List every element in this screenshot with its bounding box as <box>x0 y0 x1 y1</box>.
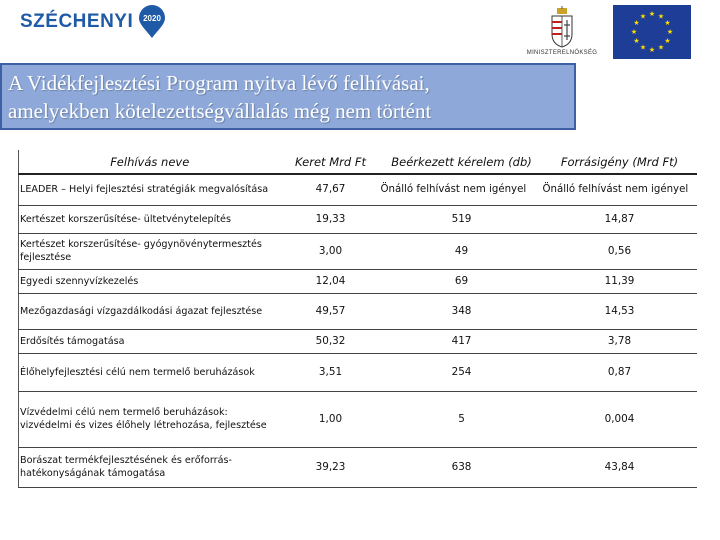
budget-cell: 19,33 <box>281 205 381 233</box>
ministry-logo <box>522 6 602 62</box>
call-name-cell: Kertészet korszerűsítése- ültetvénytelepítés <box>19 205 281 233</box>
applications-cell: 49 <box>381 233 543 269</box>
funding-demand-cell: 14,87 <box>543 205 697 233</box>
budget-cell: 3,00 <box>281 233 381 269</box>
svg-text:★: ★ <box>664 37 671 45</box>
applications-cell: 638 <box>381 447 543 487</box>
funding-demand-cell: Önálló felhívást nem igényel <box>543 174 697 205</box>
call-name-cell: Borászat termékfejlesztésének és erőforrás-hatékonyságának támogatása <box>19 447 281 487</box>
column-header-budget: Keret Mrd Ft <box>281 150 381 174</box>
call-name-cell: Élőhelyfejlesztési célú nem termelő beruházások <box>19 353 281 391</box>
applications-cell: 69 <box>381 269 543 293</box>
svg-text:★: ★ <box>657 12 665 21</box>
funding-demand-cell: 0,004 <box>543 391 697 447</box>
location-pin-icon <box>137 5 167 39</box>
table-row <box>19 174 697 205</box>
slide-title <box>0 63 576 130</box>
call-name-cell: Mezőgazdasági vízgazdálkodási ágazat fejlesztése <box>19 293 281 329</box>
svg-text:★: ★ <box>630 28 638 36</box>
calls-table <box>18 150 696 488</box>
svg-text:★: ★ <box>639 12 647 21</box>
applications-cell: 348 <box>381 293 543 329</box>
budget-cell: 3,51 <box>281 353 381 391</box>
call-name-cell: Egyedi szennyvízkezelés <box>19 269 281 293</box>
budget-cell: 12,04 <box>281 269 381 293</box>
budget-cell: 39,23 <box>281 447 381 487</box>
budget-cell: 47,67 <box>281 174 381 205</box>
table-header-row <box>19 150 697 174</box>
title-line-2: amelyekben kötelezettségvállalás még nem történt <box>8 99 432 123</box>
funding-demand-cell: 43,84 <box>543 447 697 487</box>
applications-cell: 254 <box>381 353 543 391</box>
applications-cell: 417 <box>381 329 543 353</box>
ministry-name: MINISZTERELNÖKSÉG <box>526 50 598 56</box>
budget-cell: 1,00 <box>281 391 381 447</box>
logo-year: 2020 <box>143 14 162 23</box>
table-row <box>19 293 697 329</box>
funding-demand-cell: 0,87 <box>543 353 697 391</box>
coat-of-arms-icon <box>550 6 574 48</box>
call-name-cell: Kertészet korszerűsítése- gyógynövénytermesztés fejlesztése <box>19 233 281 269</box>
call-name-cell: Vízvédelmi célú nem termelő beruházások: vizvédelmi és vizes élőhely létrehozása, fejlesztése <box>19 391 281 447</box>
eu-flag-icon <box>613 5 691 59</box>
table-row <box>19 391 697 447</box>
table-row <box>19 353 697 391</box>
call-name-cell: Erdősítés támogatása <box>19 329 281 353</box>
table-row <box>19 329 697 353</box>
svg-text:★: ★ <box>664 19 671 27</box>
column-header-call-name: Felhívás neve <box>19 150 281 174</box>
budget-cell: 49,57 <box>281 293 381 329</box>
applications-cell: Önálló felhívást nem igényel <box>381 174 543 205</box>
call-name-cell: LEADER – Helyi fejlesztési stratégiák megvalósítása <box>19 174 281 205</box>
table-row <box>19 447 697 487</box>
svg-text:★: ★ <box>657 43 665 52</box>
table-row <box>19 205 697 233</box>
szechenyi-wordmark: SZÉCHENYI <box>20 11 134 32</box>
table-row <box>19 269 697 293</box>
svg-text:★: ★ <box>648 46 656 54</box>
svg-text:★: ★ <box>666 28 674 36</box>
funding-demand-cell: 14,53 <box>543 293 697 329</box>
funding-demand-cell: 3,78 <box>543 329 697 353</box>
applications-cell: 5 <box>381 391 543 447</box>
table-row <box>19 233 697 269</box>
svg-text:★: ★ <box>648 10 656 18</box>
applications-cell: 519 <box>381 205 543 233</box>
szechenyi-2020-logo <box>20 2 167 42</box>
svg-text:★: ★ <box>633 37 640 45</box>
funding-demand-cell: 0,56 <box>543 233 697 269</box>
svg-text:★: ★ <box>633 19 640 27</box>
title-line-1: A Vidékfejlesztési Program nyitva lévő felhívásai, <box>8 71 430 95</box>
funding-demand-cell: 11,39 <box>543 269 697 293</box>
column-header-funding-demand: Forrásigény (Mrd Ft) <box>543 150 697 174</box>
svg-text:★: ★ <box>639 43 647 52</box>
budget-cell: 50,32 <box>281 329 381 353</box>
column-header-applications: Beérkezett kérelem (db) <box>381 150 543 174</box>
